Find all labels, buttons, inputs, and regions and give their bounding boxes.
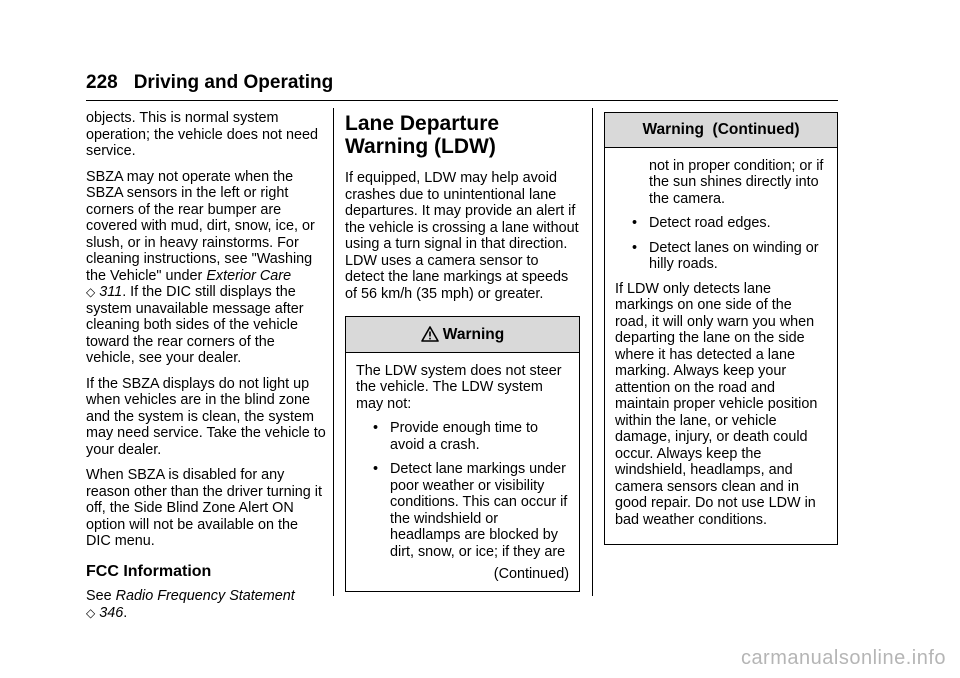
list-item: [356, 461, 569, 560]
column-divider: [333, 108, 334, 596]
bullet-icon: •: [372, 420, 378, 436]
paragraph: When SBZA is disabled for any reason other than the driver turning it off, the Side Blind Zone Alert ON option will not be available on the DIC menu.: [86, 467, 322, 549]
list-item-text: Detect lane markings under poor weather or visibility conditions. This can occur if the windshield or headlamps are blocked by dirt, snow, or ice; if they are: [390, 461, 568, 560]
paragraph: If the SBZA displays do not light up when vehicles are in the blind zone and the system is clean, the system may need service. Take the vehicle to your dealer.: [86, 375, 326, 458]
text-run: .: [123, 604, 128, 621]
warning-body: [346, 353, 579, 591]
page-reference[interactable]: 346: [99, 604, 124, 621]
cross-reference-link[interactable]: Radio Frequency Statement: [115, 588, 295, 604]
warning-closing-text: If LDW only detects lane markings on one side of the road, it will only warn you when departing the lane on the side where it has detected a lane marking. Always keep your attention on the road and maintain proper vehicle position within the lane, or vehicle damage, injury, or death could occur. Always keep the windshield, headlamps, and camera sensors clean and in good repair. Do not use LDW in bad weather conditions.: [615, 280, 818, 528]
continued-label: (Continued): [493, 566, 569, 582]
cross-reference-link[interactable]: Exterior Care: [206, 267, 292, 284]
warning-intro: The LDW system does not steer the vehicle. The LDW system may not:: [356, 362, 562, 412]
header-rule: [86, 100, 838, 101]
text-run: SBZA may not operate when the SBZA sensors in the left or right corners of the rear bumper are covered with mud, dirt, snow, ice, or slush, or in heavy rainstorms. For cleaning instructions, see "Washing the Vehicle" under: [86, 168, 315, 284]
text-run: See: [86, 588, 116, 604]
reference-icon: ◇: [86, 605, 96, 620]
page-header: [86, 72, 838, 94]
watermark: carmanualsonline.info: [740, 647, 946, 669]
bullet-icon: •: [372, 461, 378, 477]
section-heading: Lane Departure Warning (LDW): [345, 112, 500, 158]
warning-box-continued: [604, 112, 838, 545]
bullet-icon: •: [631, 215, 637, 231]
column-left: [86, 110, 326, 630]
warning-header: [346, 317, 579, 353]
list-item: [615, 240, 827, 273]
column-right: [604, 112, 838, 545]
warning-body: [605, 148, 837, 545]
list-item-text: Detect road edges.: [649, 215, 771, 231]
paragraph: [86, 169, 326, 367]
warning-triangle-icon: [421, 326, 439, 342]
page-reference[interactable]: 311: [99, 284, 123, 300]
subheading-fcc: FCC Information: [86, 562, 212, 580]
bullet-icon: •: [631, 239, 637, 256]
list-item: [356, 420, 569, 453]
paragraph: [86, 588, 326, 621]
list-item: [615, 215, 827, 232]
reference-icon: ◇: [86, 285, 96, 299]
section-title: Driving and Operating: [133, 72, 334, 93]
text-run: . If the DIC still displays the system unavailable message after cleaning both sides of the vehicle toward the rear corners of the vehicle, see your dealer.: [86, 284, 304, 366]
column-middle: [345, 110, 580, 592]
paragraph: If equipped, LDW may help avoid crashes due to unintentional lane departures. It may provide an alert if the vehicle is crossing a lane without using a turn signal in that direction. LDW uses a camera sensor to detect the lane markings at speeds of 56 km/h (35 mph) or greater.: [345, 170, 579, 302]
list-item-text: Detect lanes on winding or hilly roads.: [649, 239, 819, 272]
warning-title: Warning: [442, 326, 505, 343]
column-divider: [592, 108, 593, 596]
warning-header: Warning (Continued): [605, 113, 837, 148]
list-item-text: Provide enough time to avoid a crash.: [390, 420, 538, 453]
page-number: 228: [86, 72, 118, 93]
warning-box: [345, 316, 580, 592]
paragraph: objects. This is normal system operation; the vehicle does not need service.: [86, 110, 319, 159]
warning-continued-text: not in proper condition; or if the sun shines directly into the camera.: [649, 157, 824, 207]
